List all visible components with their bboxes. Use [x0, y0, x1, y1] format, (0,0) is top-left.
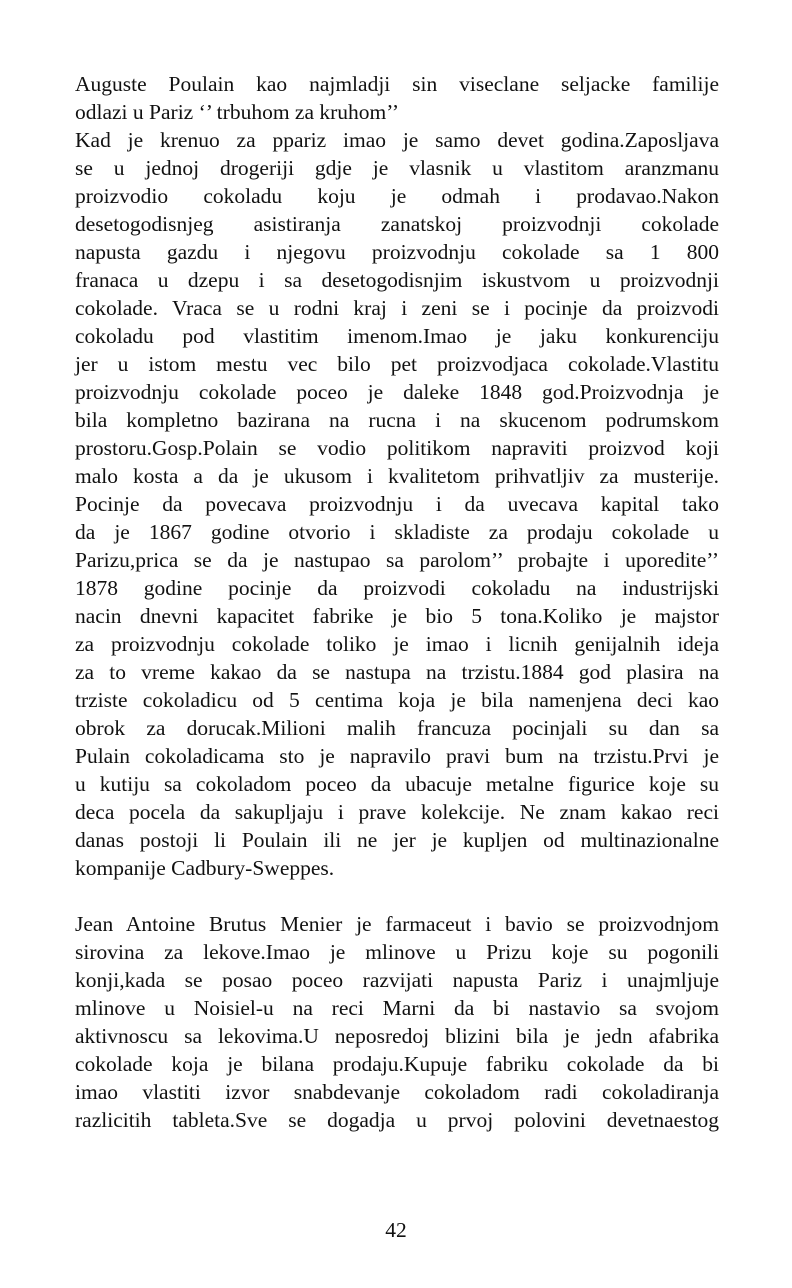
text-line: cokolade koja je bilana prodaju.Kupuje fabriku cokolade da bi [75, 1052, 719, 1076]
text-line: cokolade. Vraca se u rodni kraj i zeni se i pocinje da proizvodi [75, 296, 719, 320]
paragraph-menier [75, 910, 719, 1134]
text-line: razlicitih tableta.Sve se dogadja u prvoj polovini devetnaestog [75, 1108, 719, 1132]
paragraph-poulain-intro [75, 70, 719, 126]
text-line: da je 1867 godine otvorio i skladiste za prodaju cokolade u [75, 520, 719, 544]
text-line: desetogodisnjeg asistiranja zanatskoj proizvodnji cokolade [75, 212, 719, 236]
text-line: malo kosta a da je ukusom i kvalitetom prihvatljiv za musterije. [75, 464, 719, 488]
text-line: imao vlastiti izvor snabdevanje cokoladom radi cokoladiranja [75, 1080, 719, 1104]
text-line: Parizu,prica se da je nastupao sa parolom’’ probajte i uporedite’’ [75, 548, 719, 572]
text-line: Pocinje da povecava proizvodnju i da uvecava kapital tako [75, 492, 719, 516]
text-line: deca pocela da sakupljaju i prave kolekcije. Ne znam kakao reci [75, 800, 719, 824]
body-text [75, 70, 719, 1134]
text-line: Kad je krenuo za ppariz imao je samo devet godina.Zaposljava [75, 128, 719, 152]
text-line: aktivnoscu sa lekovima.U neposredoj blizini bila je jedn afabrika [75, 1024, 719, 1048]
text-line: trziste cokoladicu od 5 centima koja je bila namenjena deci kao [75, 688, 719, 712]
text-line: odlazi u Pariz ‘’ trbuhom za kruhom’’ [75, 100, 399, 124]
text-line: u kutiju sa cokoladom poceo da ubacuje metalne figurice koje su [75, 772, 719, 796]
text-line: Auguste Poulain kao najmladji sin viseclane seljacke familije [75, 72, 719, 96]
paragraph-poulain-history [75, 126, 719, 882]
text-line: konji,kada se posao poceo razvijati napusta Pariz i unajmljuje [75, 968, 719, 992]
text-line: Jean Antoine Brutus Menier je farmaceut i bavio se proizvodnjom [75, 912, 719, 936]
text-line: za to vreme kakao da se nastupa na trzistu.1884 god plasira na [75, 660, 719, 684]
page-number: 42 [385, 1218, 407, 1242]
text-line: za proizvodnju cokolade toliko je imao i licnih genijalnih ideja [75, 632, 719, 656]
text-line: cokoladu pod vlastitim imenom.Imao je jaku konkurenciju [75, 324, 719, 348]
text-line: obrok za dorucak.Milioni malih francuza pocinjali su dan sa [75, 716, 719, 740]
text-line: napusta gazdu i njegovu proizvodnju cokolade sa 1 800 [75, 240, 719, 264]
text-line: franaca u dzepu i sa desetogodisnjim iskustvom u proizvodnji [75, 268, 719, 292]
text-line: proizvodio cokoladu koju je odmah i prodavao.Nakon [75, 184, 719, 208]
text-line: prostoru.Gosp.Polain se vodio politikom napraviti proizvod koji [75, 436, 719, 460]
text-line: 1878 godine pocinje da proizvodi cokoladu na industrijski [75, 576, 719, 600]
text-line: proizvodnju cokolade poceo je daleke 1848 god.Proizvodnja je [75, 380, 719, 404]
text-line: Pulain cokoladicama sto je napravilo pravi bum na trzistu.Prvi je [75, 744, 719, 768]
text-line: jer u istom mestu vec bilo pet proizvodjaca cokolade.Vlastitu [75, 352, 719, 376]
text-line: kompanije Cadbury-Sweppes. [75, 856, 335, 880]
text-line: sirovina za lekove.Imao je mlinove u Prizu koje su pogonili [75, 940, 719, 964]
text-line: mlinove u Noisiel-u na reci Marni da bi nastavio sa svojom [75, 996, 719, 1020]
text-line: danas postoji li Poulain ili ne jer je kupljen od multinazionalne [75, 828, 719, 852]
text-line: bila kompletno bazirana na rucna i na skucenom podrumskom [75, 408, 719, 432]
paragraph-spacer [75, 882, 719, 910]
text-line: se u jednoj drogeriji gdje je vlasnik u vlastitom aranzmanu [75, 156, 719, 180]
text-line: nacin dnevni kapacitet fabrike je bio 5 tona.Koliko je majstor [75, 604, 719, 628]
